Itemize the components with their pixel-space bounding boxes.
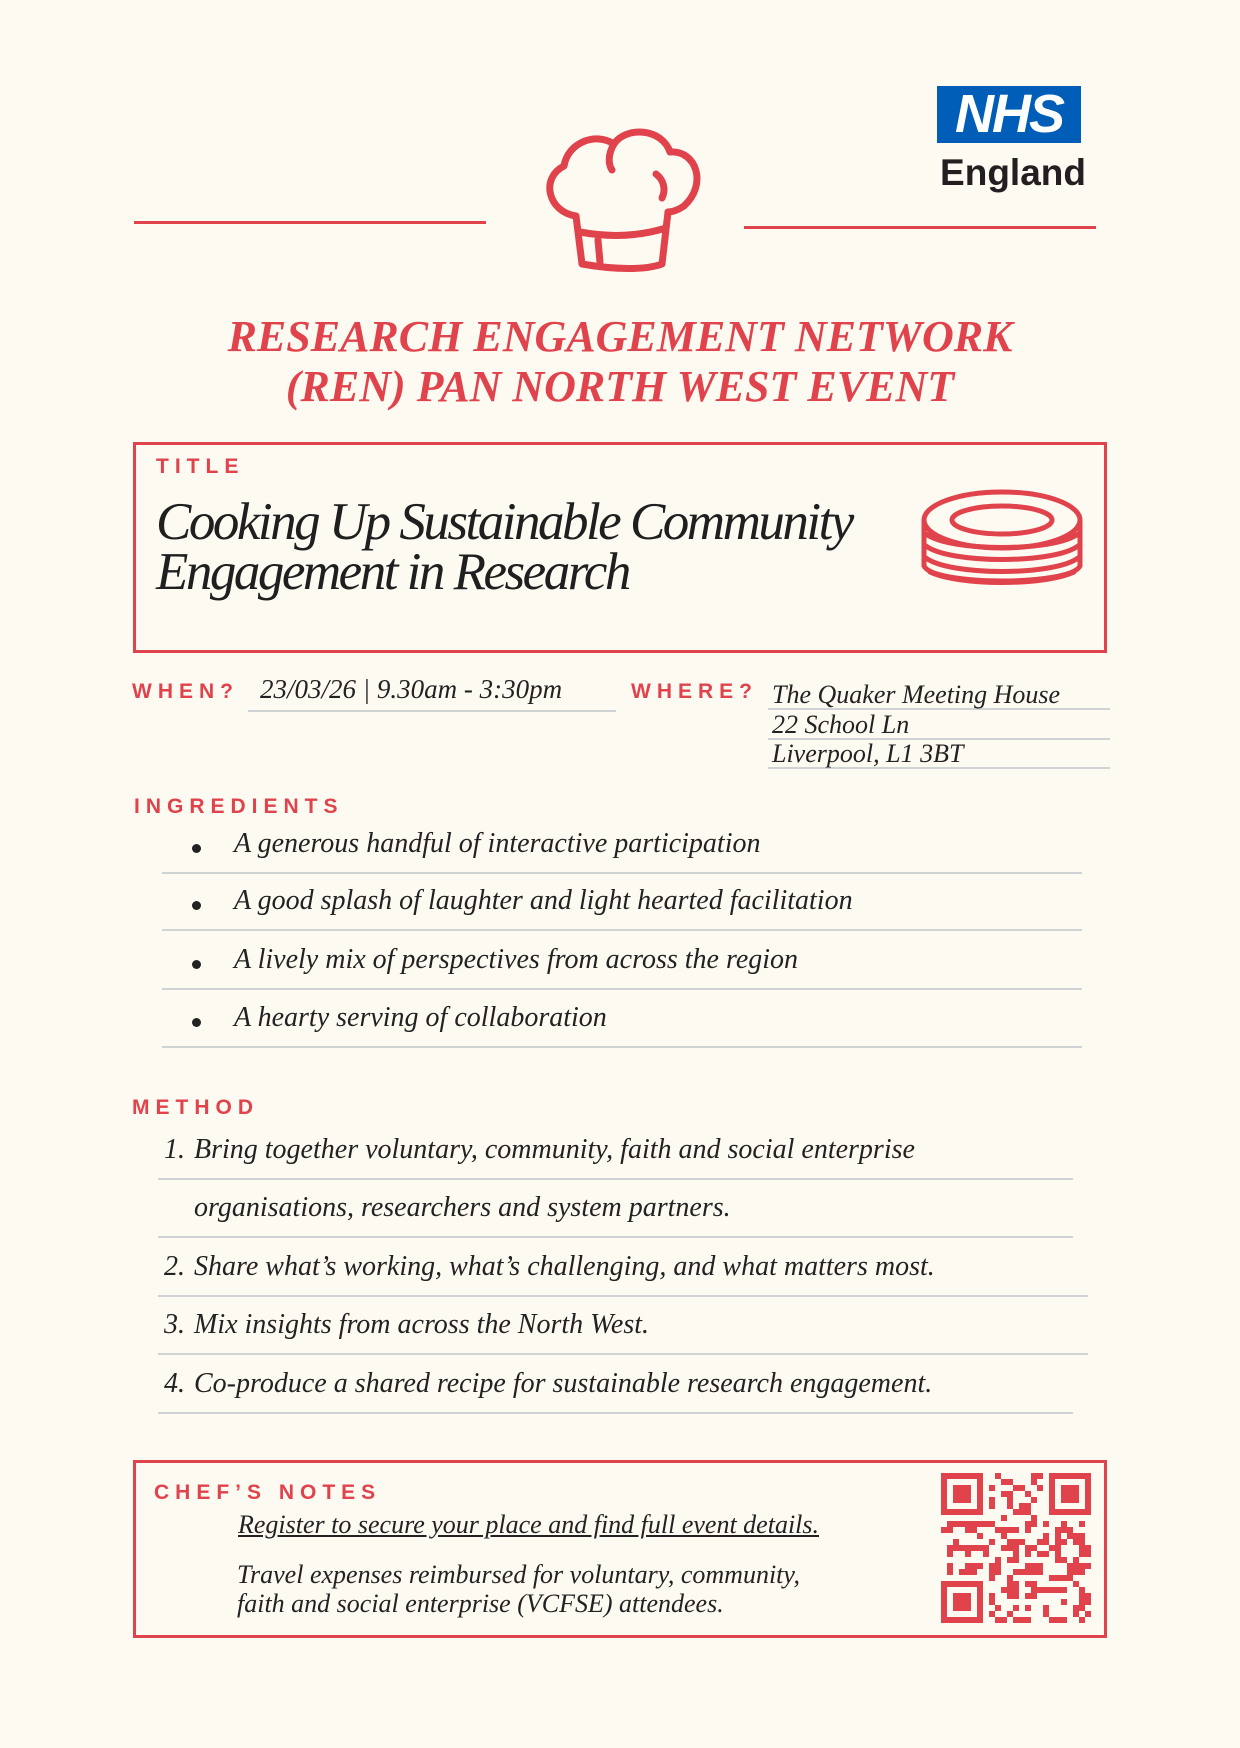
- register-link[interactable]: Register to secure your place and find full event details.: [238, 1510, 820, 1539]
- step-text: organisations, researchers and system partners.: [194, 1192, 731, 1223]
- step-number: 4.: [164, 1368, 185, 1399]
- where-line-3: [768, 739, 1110, 769]
- top-left-rule: [134, 221, 486, 224]
- chefs-notes-label: CHEF’S NOTES: [154, 1481, 382, 1504]
- step-number: 1.: [164, 1134, 185, 1165]
- where-line-1: [768, 680, 1110, 710]
- where-city: Liverpool, L1 3BT: [772, 739, 964, 768]
- travel-note-line1: Travel expenses reimbursed for voluntary, community,: [237, 1560, 801, 1589]
- step-text: Mix insights from across the North West.: [194, 1309, 650, 1340]
- bullet: [192, 844, 201, 853]
- qr-code-graphic: [941, 1473, 1091, 1623]
- ingredient-text: A hearty serving of collaboration: [234, 1002, 607, 1033]
- method-step: [158, 1247, 1088, 1297]
- where-line-2: [768, 710, 1110, 740]
- method-step: [158, 1364, 1073, 1414]
- ingredient-item: [162, 940, 1082, 990]
- step-text: Co-produce a shared recipe for sustainable research engagement.: [194, 1368, 933, 1399]
- step-number: 3.: [164, 1309, 185, 1340]
- top-right-rule: [744, 226, 1096, 229]
- event-title: [156, 493, 916, 601]
- method-label: METHOD: [132, 1096, 259, 1119]
- ingredient-text: A good splash of laughter and light hearted facilitation: [234, 885, 853, 916]
- event-heading-line1: RESEARCH ENGAGEMENT NETWORK: [227, 312, 1013, 361]
- plate-stack-icon: [920, 486, 1085, 596]
- qr-code[interactable]: [941, 1473, 1091, 1623]
- ingredient-text: A lively mix of perspectives from across the region: [234, 944, 799, 975]
- when-value: [248, 674, 616, 712]
- ingredient-text: A generous handful of interactive participation: [234, 828, 761, 859]
- step-number: 2.: [164, 1251, 185, 1282]
- ingredient-item: [162, 881, 1082, 931]
- nhs-logo-region: England: [940, 152, 1086, 193]
- event-heading: [120, 312, 1120, 412]
- step-text: Bring together voluntary, community, faith and social enterprise: [194, 1134, 915, 1165]
- ingredients-label: INGREDIENTS: [134, 795, 344, 818]
- travel-expenses-note: [237, 1560, 800, 1618]
- where-venue: The Quaker Meeting House: [772, 680, 1061, 709]
- method-step-continued: [158, 1188, 1073, 1238]
- where-street: 22 School Ln: [772, 710, 910, 739]
- travel-note-line2: faith and social enterprise (VCFSE) attendees.: [237, 1589, 724, 1618]
- event-title-line1: Cooking Up Sustainable Community: [156, 493, 852, 551]
- bullet: [192, 1018, 201, 1027]
- chef-hat-icon: [536, 124, 708, 276]
- nhs-logo: NHS: [937, 86, 1081, 143]
- method-step: [158, 1305, 1088, 1355]
- ingredient-item: [162, 998, 1082, 1048]
- method-step: [158, 1130, 1073, 1180]
- event-heading-line2: (REN) PAN NORTH WEST EVENT: [285, 362, 955, 411]
- ingredient-item: [162, 824, 1082, 874]
- event-title-line2: Engagement in Research: [156, 543, 629, 601]
- step-text: Share what’s working, what’s challenging, and what matters most.: [194, 1251, 935, 1282]
- when-label: WHEN?: [132, 680, 239, 703]
- when-value-text: 23/03/26 | 9.30am - 3:30pm: [260, 674, 563, 704]
- title-label: TITLE: [156, 455, 245, 478]
- where-label: WHERE?: [631, 680, 758, 703]
- bullet: [192, 901, 201, 910]
- bullet: [192, 960, 201, 969]
